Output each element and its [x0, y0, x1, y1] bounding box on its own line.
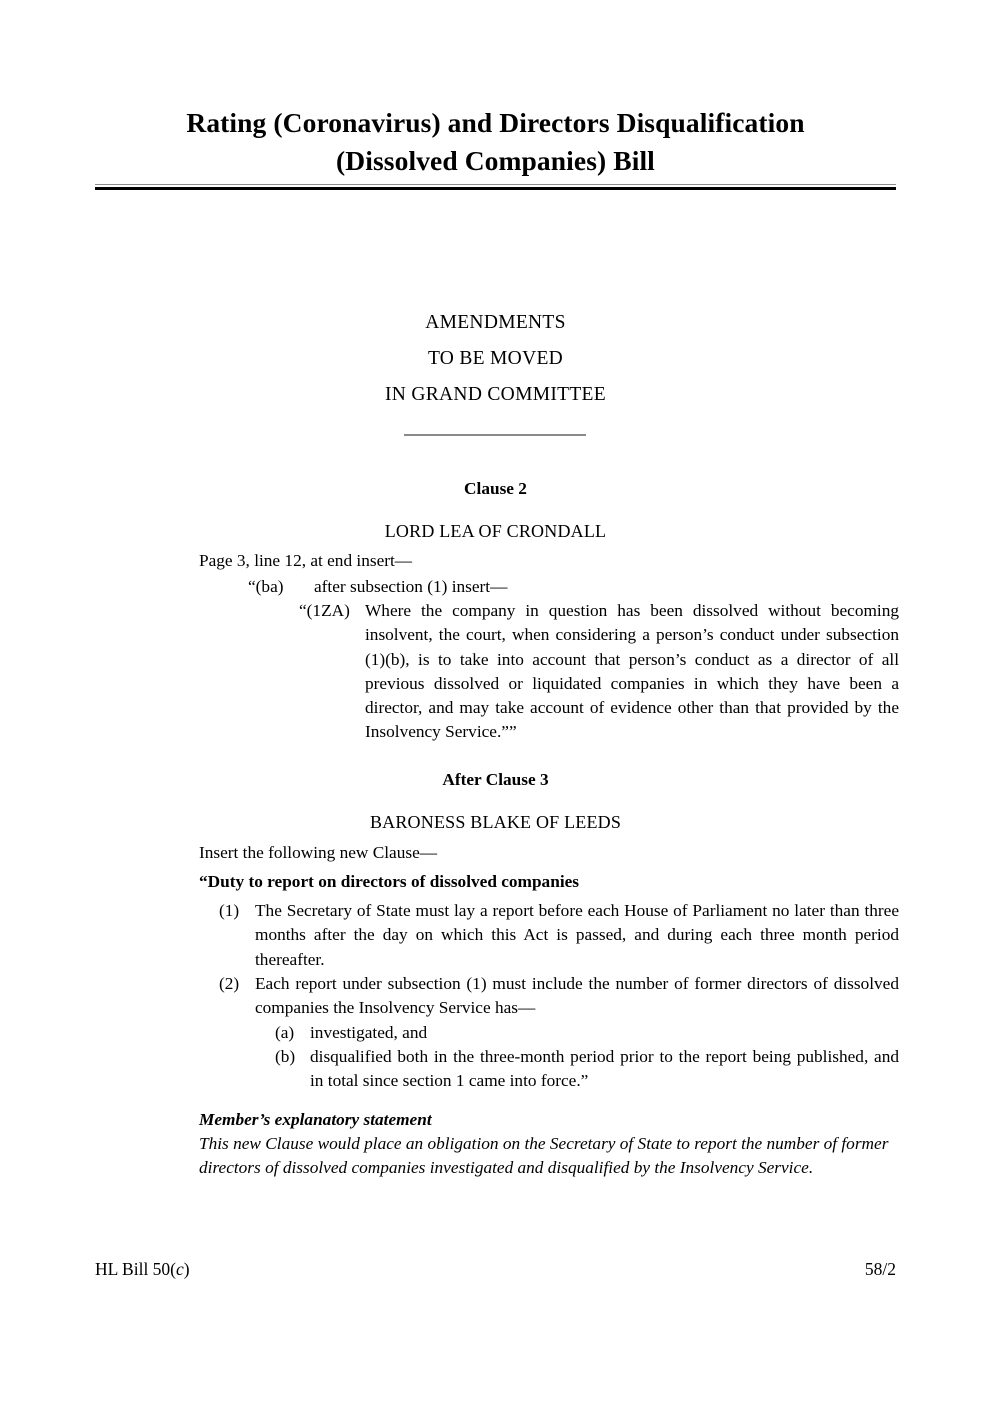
bill-number	[95, 1259, 190, 1280]
new-clause-paragraph-b-text: disqualified both in the three-month period prior to the report being published, and in total since section 1 came into force.”	[310, 1047, 899, 1091]
amendment-item-ba-marker: “(ba)	[248, 577, 284, 596]
new-clause-subsection-1	[219, 899, 899, 972]
member-name-baroness-blake-of-leeds: BARONESS BLAKE OF LEEDS	[369, 812, 622, 832]
new-clause-paragraph-b-marker: (b)	[275, 1047, 296, 1066]
amendments-heading-line-1: AMENDMENTS	[425, 312, 566, 333]
new-clause-paragraph-a	[275, 1021, 899, 1045]
bill-number-close: )	[183, 1259, 190, 1279]
page-footer	[95, 1259, 896, 1280]
directive-page-3-line-12: Page 3, line 12, at end insert—	[199, 551, 413, 570]
divider-thick-line	[95, 187, 896, 190]
document-title-line-2: (Dissolved Companies) Bill	[336, 144, 655, 176]
document-title-line-1: Rating (Coronavirus) and Directors Disqualification	[186, 107, 805, 138]
clause-heading-after-clause-3: After Clause 3	[442, 770, 549, 789]
new-clause-paragraph-a-marker: (a)	[275, 1023, 295, 1042]
clause-heading-clause-2: Clause 2	[464, 479, 527, 498]
new-clause-paragraph-a-text: investigated, and	[310, 1023, 428, 1042]
directive-insert-new-clause: Insert the following new Clause—	[199, 843, 438, 862]
bill-number-prefix: HL Bill 50(	[95, 1259, 177, 1279]
amendments-heading-line-2: TO BE MOVED	[427, 348, 564, 369]
title-divider-rule	[95, 184, 896, 190]
amendment-item-1za-marker: “(1ZA)	[299, 601, 350, 620]
amendments-heading-line-3: IN GRAND COMMITTEE	[385, 384, 606, 405]
amendment-item-1za	[299, 599, 899, 745]
amendments-heading-block	[95, 305, 896, 413]
amendment-item-ba	[248, 575, 899, 599]
document-title-block	[95, 104, 896, 180]
new-clause-paragraph-b	[275, 1045, 899, 1094]
explanatory-statement-block	[199, 1108, 899, 1181]
heading-separator-rule	[404, 434, 586, 436]
member-name-lord-lea-of-crondall: LORD LEA OF CRONDALL	[384, 521, 607, 541]
amendment-item-1za-text: Where the company in question has been dissolved without becoming insolvent, the court, when considering a person’s conduct under subsection (1)(b), is to take into account that person’s conduct as a director of all previous dissolved or liquidated companies in which they have been a director, and may take account of evidence other than that provided by the Insolvency Service.””	[365, 601, 899, 742]
amendment-item-ba-text: after subsection (1) insert—	[314, 577, 508, 596]
new-clause-subsection-1-marker: (1)	[219, 901, 240, 920]
explanatory-statement-text: This new Clause would place an obligation on the Secretary of State to report the number of former directors of dissolved companies investigated and disqualified by the Insolvency Service.	[199, 1134, 889, 1178]
new-clause-subsection-2-marker: (2)	[219, 974, 240, 993]
new-clause-subsection-2	[219, 972, 899, 1021]
page-reference: 58/2	[864, 1259, 896, 1279]
bill-number-letter: c	[176, 1259, 184, 1279]
new-clause-subsection-1-text: The Secretary of State must lay a report before each House of Parliament no later than three months after the day on which this Act is passed, and during each three month period thereafter.	[255, 901, 899, 969]
explanatory-statement-title: Member’s explanatory statement	[199, 1110, 432, 1129]
new-clause-title: “Duty to report on directors of dissolved companies	[199, 872, 580, 891]
new-clause-subsection-2-text: Each report under subsection (1) must include the number of former directors of dissolved companies the Insolvency Service has—	[255, 974, 899, 1018]
